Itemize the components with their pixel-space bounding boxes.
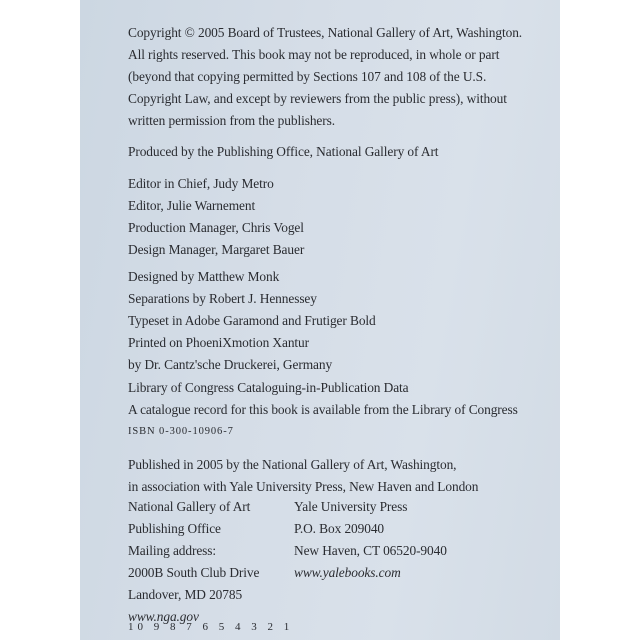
production-credit: Designed by Matthew Monk xyxy=(128,269,280,284)
copyright-line: written permission from the publishers. xyxy=(128,113,335,128)
staff-credit: Editor in Chief, Judy Metro xyxy=(128,176,274,191)
copyright-notice xyxy=(128,22,522,132)
production-credit: Typeset in Adobe Garamond and Frutiger Bold xyxy=(128,313,376,328)
yale-name: Yale University Press xyxy=(294,499,408,514)
staff-credits xyxy=(128,173,304,261)
copyright-line: All rights reserved. This book may not be reproduced, in whole or part xyxy=(128,47,500,62)
copyright-line: (beyond that copying permitted by Sections 107 and 108 of the U.S. xyxy=(128,69,487,84)
nga-name: National Gallery of Art xyxy=(128,499,251,514)
printing-line xyxy=(128,616,293,638)
copyright-line: Copyright Law, and except by reviewers from the public press), without xyxy=(128,91,507,106)
cataloguing-title: Library of Congress Cataloguing-in-Publication Data xyxy=(128,380,409,395)
yale-city: New Haven, CT 06520-9040 xyxy=(294,543,447,558)
address-yale xyxy=(294,496,447,584)
production-credits xyxy=(128,266,376,376)
publication-statement xyxy=(128,454,478,498)
yale-website-link[interactable]: www.yalebooks.com xyxy=(294,565,401,580)
published-line: in association with Yale University Press, New Haven and London xyxy=(128,479,479,494)
address-nga xyxy=(128,496,259,628)
produced-by xyxy=(128,141,438,163)
nga-street: 2000B South Club Drive xyxy=(128,565,260,580)
produced-by-line: Produced by the Publishing Office, National Gallery of Art xyxy=(128,144,439,159)
yale-box: P.O. Box 209040 xyxy=(294,521,385,536)
staff-credit: Production Manager, Chris Vogel xyxy=(128,220,304,235)
production-credit: Printed on PhoeniXmotion Xantur xyxy=(128,335,310,350)
nga-office: Publishing Office xyxy=(128,521,221,536)
production-credit: by Dr. Cantz'sche Druckerei, Germany xyxy=(128,357,333,372)
nga-city: Landover, MD 20785 xyxy=(128,587,243,602)
printing-number-line: 10 9 8 7 6 5 4 3 2 1 xyxy=(128,621,294,633)
book-page xyxy=(80,0,560,640)
cataloguing-data xyxy=(128,377,518,443)
cataloguing-record: A catalogue record for this book is available from the Library of Congress xyxy=(128,402,518,417)
staff-credit: Design Manager, Margaret Bauer xyxy=(128,242,305,257)
published-line: Published in 2005 by the National Gallery of Art, Washington, xyxy=(128,457,457,472)
copyright-line: Copyright © 2005 Board of Trustees, National Gallery of Art, Washington. xyxy=(128,25,523,40)
nga-website-link[interactable]: www.nga.gov xyxy=(128,609,199,624)
nga-mailing-label: Mailing address: xyxy=(128,543,217,558)
staff-credit: Editor, Julie Warnement xyxy=(128,198,256,213)
production-credit: Separations by Robert J. Hennessey xyxy=(128,291,317,306)
isbn: ISBN 0-300-10906-7 xyxy=(128,426,234,437)
